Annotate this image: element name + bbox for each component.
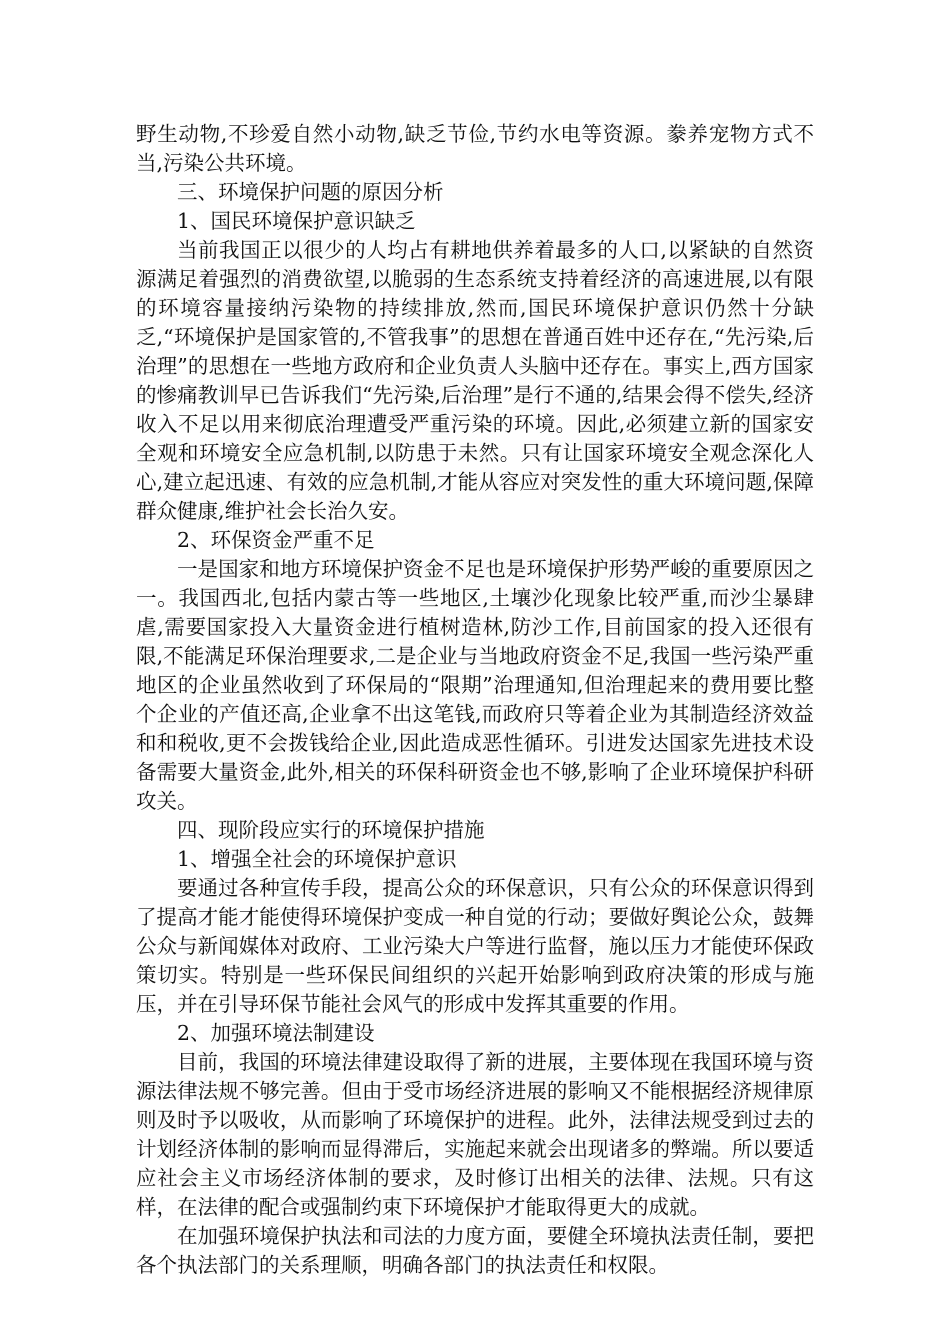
paragraph-public-awareness: 要通过各种宣传手段，提高公众的环保意识，只有公众的环保意识得到了提高才能才能使得环境保护变成一种自觉的行动；要做好舆论公众，鼓舞公众与新闻媒体对政府、工业污染大户等进行监督，施以压力才能使环保政策切实。特别是一些环保民间组织的兴起开始影响到政府决策的形成与施压，并在引导环保节能社会风气的形成中发挥其重要的作用。 [136, 876, 814, 1016]
paragraph-awareness: 当前我国正以很少的人均占有耕地供养着最多的人口,以紧缺的自然资源满足着强烈的消费欲望,以脆弱的生态系统支持着经济的高速进展,以有限的环境容量接纳污染物的持续排放,然而,国民环境保护意识仍然十分缺乏,“环境保护是国家管的,不管我事”的思想在普通百姓中还存在,“先污染,后治理”的思想在一些地方政府和企业负责人头脑中还存在。事实上,西方国家的惨痛教训早已告诉我们“先污染,后治理”是行不通的,结果会得不偿失,经济收入不足以用来彻底治理遭受严重污染的环境。因此,必须建立新的国家安全观和环境安全应急机制,以防患于未然。只有让国家环境安全观念深化人心,建立起迅速、有效的应急机制,才能从容应对突发性的重大环境问题,保障群众健康,维护社会长治久安。 [136, 238, 814, 523]
subheading-4-2: 2、加强环境法制建设 [177, 1021, 375, 1045]
paragraph-continuation: 野生动物,不珍爱自然小动物,缺乏节俭,节约水电等资源。豢养宠物方式不当,污染公共环境。 [136, 122, 814, 175]
section-heading-4: 四、现阶段应实行的环境保护措施 [177, 818, 485, 842]
paragraph-legal-system: 目前，我国的环境法律建设取得了新的进展，主要体现在我国环境与资源法律法规不够完善。但由于受市场经济进展的影响又不能根据经济规律原则及时予以吸收，从而影响了环境保护的进程。此外，法律法规受到过去的计划经济体制的影响而显得滞后，实施起来就会出现诸多的弊端。所以要适应社会主义市场经济体制的要求，及时修订出相关的法律、法规。只有这样，在法律的配合或强制约束下环境保护才能取得更大的成就。 [136, 1050, 814, 1219]
paragraph-enforcement: 在加强环境保护执法和司法的力度方面，要健全环境执法责任制，要把各个执法部门的关系理顺，明确各部门的执法责任和权限。 [136, 1224, 814, 1277]
paragraph-funding: 一是国家和地方环境保护资金不足也是环境保护形势严峻的重要原因之一。我国西北,包括内蒙古等一些地区,土壤沙化现象比较严重,而沙尘暴肆虐,需要国家投入大量资金进行植树造林,防沙工作,目前国家的投入还很有限,不能满足环保治理要求,二是企业与当地政府资金不足,我国一些污染严重地区的企业虽然收到了环保局的“限期”治理通知,但治理起来的费用要比整个企业的产值还高,企业拿不出这笔钱,而政府只等着企业为其制造经济效益和和税收,更不会拨钱给企业,因此造成恶性循环。引进发达国家先进技术设备需要大量资金,此外,相关的环保科研资金也不够,影响了企业环境保护科研攻关。 [136, 557, 814, 813]
section-heading-3: 三、环境保护问题的原因分析 [177, 180, 444, 204]
document-page [136, 120, 814, 1280]
subheading-3-2: 2、环保资金严重不足 [177, 528, 375, 552]
subheading-3-1: 1、国民环境保护意识缺乏 [177, 209, 416, 233]
subheading-4-1: 1、增强全社会的环境保护意识 [177, 847, 457, 871]
